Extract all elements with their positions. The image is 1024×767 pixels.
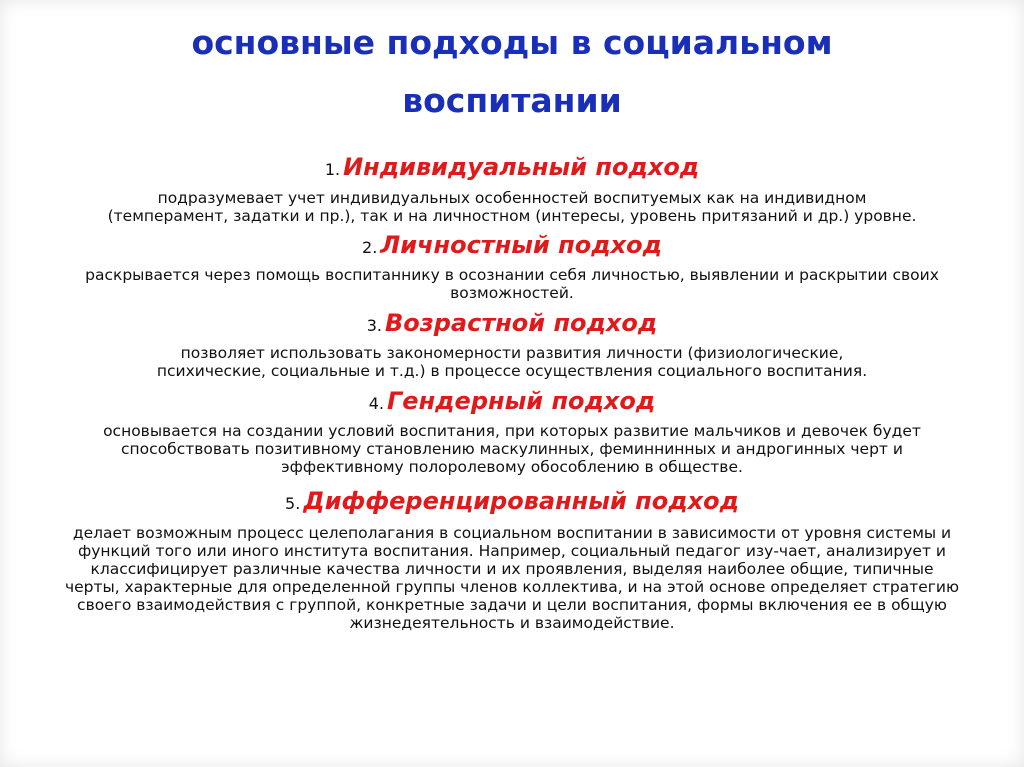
- approach-title: Гендерный подход: [387, 387, 656, 415]
- approach-number: 4.: [368, 394, 384, 413]
- approach-number: 1.: [324, 160, 341, 179]
- approaches-list: [40, 148, 984, 632]
- slide-title-line-1: основные подходы в социальном: [191, 23, 833, 62]
- approach-heading: [40, 148, 984, 189]
- approach-item-age: [40, 305, 984, 380]
- approach-description: делает возможным процесс целеполагания в социальном воспитании в зависимости от уровня системы и функций того или иного института воспитания. Например, социальный педагог изу-чает, анализирует и классифицирует различные качества личности и их проявления, выделяя наиболее общие, типичные черты, характерные для определенной группы членов коллектива, и на этой основе определяет стратегию своего взаимодействия с группой, конкретные задачи и цели воспитания, формы включения ее в общую жизнедеятельность и взаимодействие.: [64, 524, 960, 632]
- approach-description: основывается на создании условий воспитания, при которых развитие мальчиков и девочек будет способствовать позитивному становлению маскулинных, феминнинных и андрогинных черт и эффективному полоролевому обособлению в обществе.: [103, 422, 921, 476]
- approach-heading: [40, 305, 984, 344]
- slide-title: [120, 14, 904, 130]
- approach-heading: [40, 481, 984, 524]
- approach-item-personal: [40, 227, 984, 302]
- approach-title: Дифференцированный подход: [303, 487, 739, 515]
- approach-title: Личностный подход: [380, 231, 662, 259]
- approach-heading: [40, 383, 984, 422]
- slide-title-line-2: воспитании: [402, 81, 622, 120]
- approach-item-differentiated: [40, 481, 984, 632]
- approach-item-individual: [40, 148, 984, 225]
- approach-number: 5.: [285, 494, 301, 513]
- approach-number: 2.: [362, 238, 378, 257]
- approach-item-gender: [40, 383, 984, 476]
- approach-title: Индивидуальный подход: [343, 153, 700, 181]
- approach-number: 3.: [366, 316, 382, 335]
- approach-heading: [40, 227, 984, 266]
- approach-description: раскрывается через помощь воспитаннику в осознании себя личностью, выявлении и раскрытии своих возможностей.: [85, 266, 939, 302]
- approach-description: подразумевает учет индивидуальных особенностей воспитуемых как на индивидном (темперамент, задатки и пр.), так и на личностном (интересы, уровень притязаний и др.) уровне.: [107, 189, 917, 225]
- approach-title: Возрастной подход: [384, 309, 658, 337]
- approach-description: позволяет использовать закономерности развития личности (физиологические, психические, социальные и т.д.) в процессе осуществления социального воспитания.: [156, 344, 868, 380]
